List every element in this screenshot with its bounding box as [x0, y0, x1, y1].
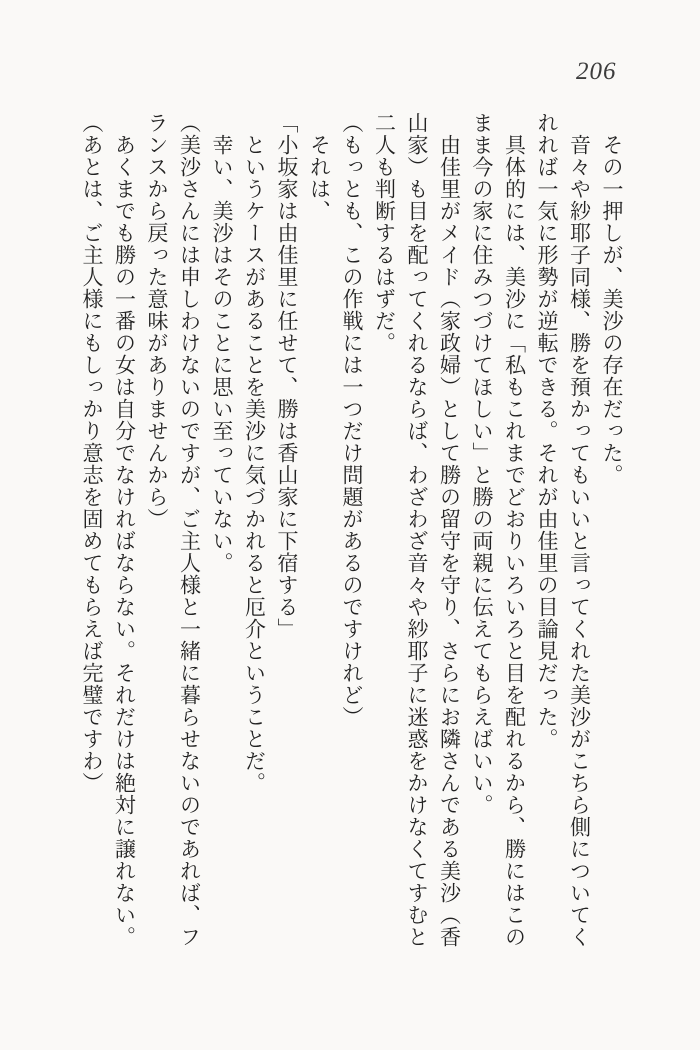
- text-line: 「小坂家は由佳里に任せて、勝は香山家に下宿する」: [275, 112, 299, 640]
- text-line: 山家）も目を配ってくれるならば、わざわざ音々や紗耶子に迷惑をかけなくてすむと: [405, 112, 429, 948]
- text-line: れれば一気に形勢が逆転できる。それが由佳里の目論見だった。: [535, 112, 559, 750]
- text-line: （美沙さんには申しわけないのですが、ご主人様と一緒に暮らせないのであれば、フ: [177, 112, 202, 948]
- text-line: 二人も判断するはずだ。: [372, 112, 397, 354]
- text-line: それは、: [307, 112, 332, 222]
- text-line: あくまでも勝の一番の女は自分でなければならない。それだけは絶対に譲れない。: [112, 112, 137, 948]
- text-line: まま今の家に住みつづけてほしい」と勝の両親に伝えてもらえばいい。: [470, 112, 494, 816]
- text-line: 具体的には、美沙に「私もこれまでどおりいろいろと目を配れるから、勝にはこの: [502, 112, 527, 948]
- body-text: [76, 112, 629, 962]
- text-line: 幸い、美沙はそのことに思い至っていない。: [210, 112, 234, 574]
- text-line: 由佳里がメイド（家政婦）として勝の留守を守り、さらにお隣さんである美沙（香: [437, 112, 462, 948]
- text-line: というケースがあることを美沙に気づかれると厄介ということだ。: [242, 112, 267, 794]
- page-number: 206: [576, 58, 617, 85]
- text-line: ランスから戻った意味がありませんから）: [145, 112, 169, 530]
- text-line: （もっとも、この作戦には一つだけ問題があるのですけれど）: [340, 112, 364, 728]
- text-line: 音々や紗耶子同様、勝を預かってもいいと言ってくれた美沙がこちら側についてく: [567, 112, 592, 948]
- text-line: （あとは、ご主人様にもしっかり意志を固めてもらえば完璧ですわ）: [80, 112, 104, 794]
- text-line: その一押しが、美沙の存在だった。: [600, 112, 624, 486]
